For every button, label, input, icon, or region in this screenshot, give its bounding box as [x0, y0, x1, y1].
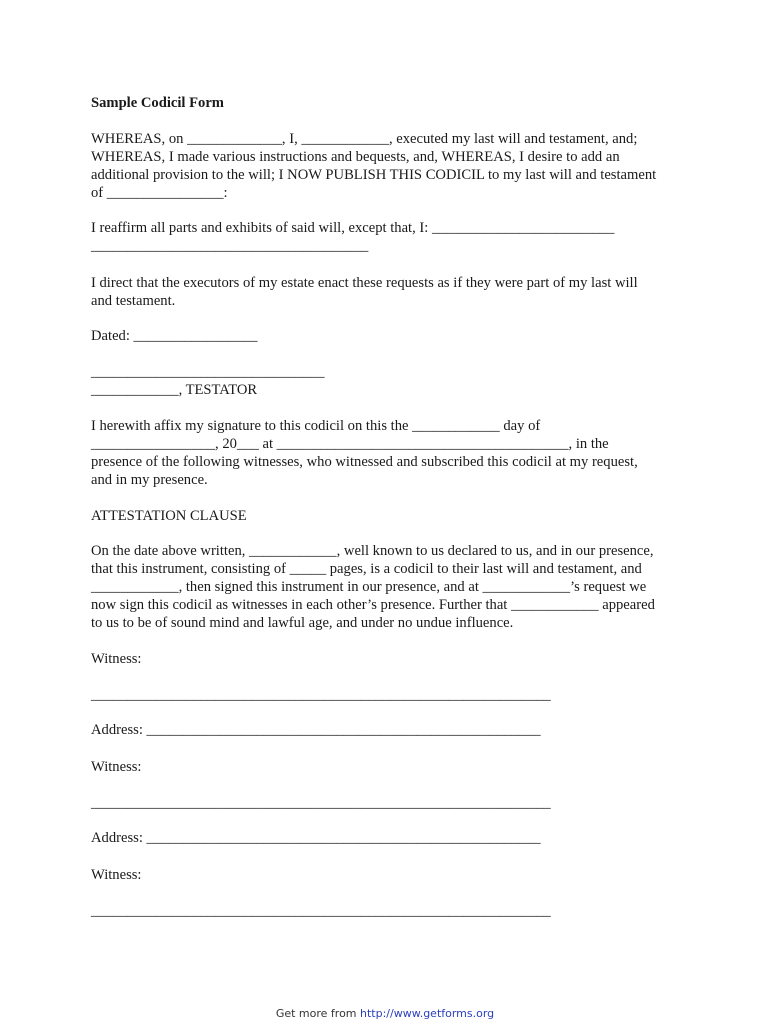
witness-signature-line-1: _______________________________________________________________	[91, 687, 551, 703]
testator-signature-line: ________________________________	[91, 364, 325, 380]
footer	[0, 1007, 770, 1021]
whereas-line-3: additional provision to the will; I NOW PUBLISH THIS CODICIL to my last will and testament	[91, 167, 657, 183]
reaffirm-line-1: I reaffirm all parts and exhibits of said will, except that, I: _________________________	[91, 220, 615, 236]
whereas-line-2: WHEREAS, I made various instructions and bequests, and, WHEREAS, I desire to add an	[91, 149, 620, 165]
witness-signature-line-2: _______________________________________________________________	[91, 795, 551, 811]
testator-label: ____________, TESTATOR	[91, 382, 258, 398]
attestation-line-1: On the date above written, ____________, well known to us declared to us, and in our presence,	[91, 543, 654, 559]
affix-line-4: and in my presence.	[91, 472, 208, 488]
attestation-line-3: ____________, then signed this instrument in our presence, and at ____________’s request we	[91, 579, 647, 595]
affix-line-3: presence of the following witnesses, who witnessed and subscribed this codicil at my request,	[91, 454, 638, 470]
attestation-line-2: that this instrument, consisting of _____ pages, is a codicil to their last will and testament, and	[91, 561, 642, 577]
attestation-line-4: now sign this codicil as witnesses in each other’s presence. Further that ____________ appeared	[91, 597, 655, 613]
whereas-line-1: WHEREAS, on _____________, I, ____________, executed my last will and testament, and;	[91, 131, 638, 147]
witness-signature-line-3: _______________________________________________________________	[91, 903, 551, 919]
document-title: Sample Codicil Form	[91, 95, 224, 111]
affix-line-2: _________________, 20___ at ________________________________________, in the	[91, 436, 609, 452]
address-line-2: Address: ______________________________________________________	[91, 830, 541, 846]
witness-label-3: Witness:	[91, 867, 142, 883]
attestation-line-5: to us to be of sound mind and lawful age, and under no undue influence.	[91, 615, 514, 631]
direct-line-1: I direct that the executors of my estate enact these requests as if they were part of my last will	[91, 275, 638, 291]
footer-link[interactable]: http://www.getforms.org	[360, 1007, 495, 1020]
witness-label-1: Witness:	[91, 651, 142, 667]
attestation-heading: ATTESTATION CLAUSE	[91, 508, 247, 524]
dated-line: Dated: _________________	[91, 328, 258, 344]
whereas-line-4: of ________________:	[91, 185, 228, 201]
address-line-1: Address: ______________________________________________________	[91, 722, 541, 738]
affix-line-1: I herewith affix my signature to this codicil on this the ____________ day of	[91, 418, 541, 434]
witness-label-2: Witness:	[91, 759, 142, 775]
direct-line-2: and testament.	[91, 293, 176, 309]
footer-prefix: Get more from	[275, 1007, 361, 1020]
reaffirm-line-2: ______________________________________	[91, 238, 369, 254]
